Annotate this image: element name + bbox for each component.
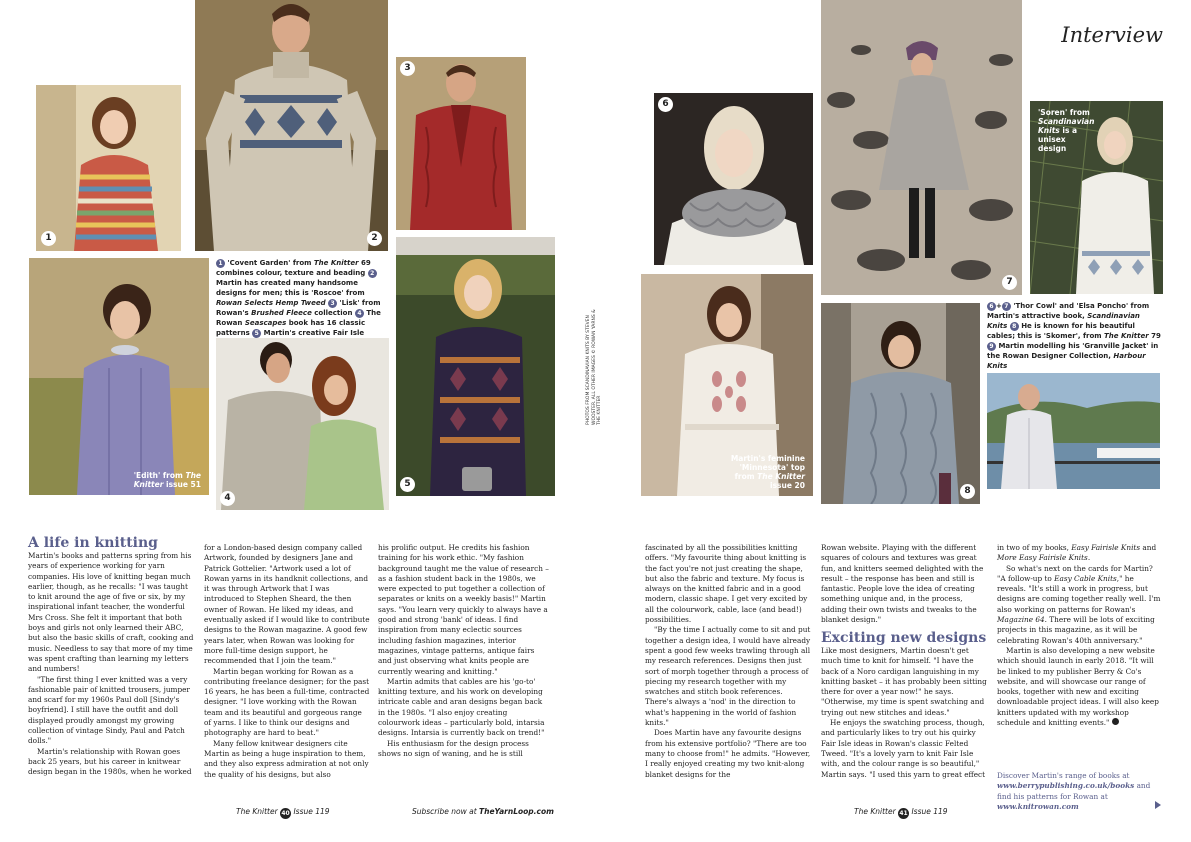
photo-number-badge: 1: [41, 231, 56, 246]
footer-subscribe: Subscribe now at TheYarnLoop.com: [412, 807, 554, 816]
yarn-loop-link[interactable]: TheYarnLoop.com: [479, 807, 554, 816]
article-column-6: in two of my books, Easy Fairisle Knits and More Easy Fairisle Knits. So what's next on the cards for Martin? "A follow-up to Easy Cable Knits," he reveals. "It's still a work in progress, but designs are coming together really well. I'm also working on patterns for Rowan's Magazine 64. There will be lots of exciting projects in this magazine, as it will be celebrating Rowan's 40th anniversary." Martin is also developing a new website which should launch in early 2018. "It will be linked to my publisher Berry & Co's website, and will showcase our range of books, together with new and exciting downloadable project ideas. I will also keep knitters updated with my workshop schedule and knitting events.": [997, 543, 1161, 728]
heading-a-life-in-knitting: A life in knitting: [28, 535, 158, 551]
footer-right: The Knitter 41 Issue 119: [854, 807, 948, 817]
photo-edith: [29, 258, 209, 495]
photo-caption: Martin's feminine 'Minnesota' top from The Knitter issue 20: [730, 454, 805, 490]
photo-skomer: [821, 303, 980, 504]
photo-number-badge: 5: [400, 477, 415, 492]
berry-publishing-link[interactable]: www.berrypublishing.co.uk/books: [997, 781, 1135, 791]
photo-number-badge: 2: [367, 231, 382, 246]
article-column-3: his prolific output. He credits his fashion training for his work ethic. "My fashion background taught me the value of research – as a fashion student back in the 1980s, we were expected to put together a collection of separates or knits on a weekly basis!" Martin says. "You learn very quickly to always have a good and strong 'bank' of ideas. I find inspiration from many eclectic sources including fashion magazines, interior magazines, vintage patterns, antique fairs and just observing what knits people are currently wearing and knitting." Martin admits that cables are his 'go-to' knitting texture, and his work on developing intricate cable and aran designs began back in the 1980s. "I also enjoy creating colourwork ideas – particularly bold, intarsia designs. Intarsia is currently back on trend!" His enthusiasm for the design process shows no sign of waning, and he is still: [378, 543, 549, 758]
knit-rowan-link[interactable]: www.knitrowan.com: [997, 801, 1079, 811]
article-column-1: Martin's books and patterns spring from his years of experience working for yarn companies. His love of knitting began much earlier, though, as he recalls: "I was taught to knit around the age of five or six, by my inspirational infant teacher, the wonderful Mrs Cross. She felt it important that both boys and girls not only learned their ABC, but also the basic skills of craft, cooking and music. Needless to say that more of my time was spent crafting than learning my letters and numbers! "The first thing I ever knitted was a very fashionable pair of knitted trousers, jumper and scarf for my 1960s Paul doll [Sindy's boyfriend]. I still have the outfit and doll displayed proudly amongst my growing collection of vintage Sindy, Paul and Patch dolls." Martin's relationship with Rowan goes back 25 years, but his career in knitwear design began in the 1980s, when he worked: [28, 551, 194, 777]
photo-number-badge: 3: [400, 61, 415, 76]
photo-covent-garden: [36, 85, 181, 251]
next-page-arrow-icon[interactable]: [1155, 801, 1161, 809]
photo-number-badge: 8: [960, 484, 975, 499]
promo-box: Discover Martin's range of books at www.berrypublishing.co.uk/books and find his patterns for Rowan at www.knitrowan.com: [997, 771, 1151, 811]
photo-number-badge: 6: [658, 97, 673, 112]
photo-elsa-poncho: [821, 0, 1022, 295]
photo-seascapes: [216, 338, 389, 510]
article-column-4: fascinated by all the possibilities knitting offers. "My favourite thing about knitting is the fact you're not just creating the shape, but also the fabric and texture. My focus is always on the knitted fabric and in a good modern, classic shape. I get very excited by all the colourwork, cable, lace (and bead!) possibilities. "By the time I actually come to sit and put together a design idea, I would have already spent a good few weeks trawling through all my research references. Designs then just sort of morph together through a process of piecing my research together with my swatches and stitch book references. There's always a 'nod' in the direction to what's happening in the world of fashion knits." Does Martin have any favourite designs from his extensive portfolio? "There are too many to choose from!" he admits. "However, I really enjoyed creating my two knit-along blanket designs for the: [645, 543, 811, 779]
photo-roan: [396, 237, 555, 496]
section-title: Interview: [1061, 23, 1163, 47]
photo-number-badge: 4: [220, 491, 235, 506]
article-column-5a: Rowan website. Playing with the different squares of colours and textures was great fun, and knitters seemed delighted with the result – the response has been and still is fantastic. People love the idea of creating something unique and, in the process, adding their own twists and tweaks to the blanket design.": [821, 543, 984, 625]
photo-caption: 'Edith' from The Knitter issue 51: [133, 471, 201, 489]
caption-left: 1 'Covent Garden' from The Knitter 69 combines colour, texture and beading 2 Martin has created many handsome designs for men; this is 'Roscoe' from Rowan Selects Hemp Tweed 3 'Lisk' from Rowan's Brushed Fleece collection 4 The Rowan Seascapes book has 16 classic patterns 5 Martin's creative Fair Isle: [216, 259, 381, 337]
photo-minnesota: [641, 274, 813, 496]
caption-right: 6 + 7 'Thor Cowl' and 'Elsa Poncho' from Martin's attractive book, Scandinavian Knits 8 He is known for his beautiful cables; this is 'Skomer', from The Knitter 79 9 Martin modelling his 'Granville Jacket' in the Rowan Designer Collection, Harbour Knits: [987, 302, 1161, 370]
footer-left: The Knitter 40 Issue 119: [236, 807, 330, 817]
photo-thor-cowl: [654, 93, 813, 265]
photo-number-badge: 7: [1002, 275, 1017, 290]
photo-roscoe: [195, 0, 388, 251]
photo-credit: PHOTOS FROM SCANDINAVIAN KNITS BY STEVEN WOOSTER. ALL OTHER IMAGES © ROWAN YARNS & THE KNITTER: [586, 309, 602, 425]
photo-soren: [1030, 101, 1163, 294]
photo-granville-jacket: [987, 373, 1160, 489]
heading-exciting-new-designs: Exciting new designs: [821, 630, 987, 646]
photo-caption: 'Soren' from Scandinavian Knits is a unisex design: [1038, 108, 1095, 153]
article-column-2: for a London-based design company called Artwork, founded by designers Jane and Patrick Gottelier. "Artwork used a lot of Rowan yarns in its handknit collections, and it was through Artwork that I was introduced to Stephen Sheard, the then owner of Rowan. He liked my ideas, and eventually asked if I would like to contribute designs to the Rowan magazine. A good few years later, when Rowan was looking for more full-time design support, he recommended that I join the team." Martin began working for Rowan as a contributing freelance designer; for the past 16 years, he has been a full-time, contracted designer. "I love working with the Rowan team and its beautiful and gorgeous range of yarns. I like to think our designs and photography are hard to beat." Many fellow knitwear designers cite Martin as being a huge inspiration to them, and they also express admiration at not only the quality of his designs, but also: [204, 543, 370, 779]
end-mark-icon: [1112, 718, 1119, 725]
photo-lisk: [396, 57, 526, 230]
article-column-5b: Like most designers, Martin doesn't get much time to knit for himself. "I have the back of a Noro cardigan languishing in my knitting basket – it has probably been sitting there for over a year now!" he says. "Otherwise, my time is spent swatching and trying out new stitches and ideas." He enjoys the swatching process, though, and particularly likes to try out his quirky Fair Isle ideas in Rowan's classic Felted Tweed. "It's a lovely yarn to knit Fair Isle with, and the colour range is so beautiful," Martin says. "I used this yarn to great effect: [821, 646, 987, 779]
